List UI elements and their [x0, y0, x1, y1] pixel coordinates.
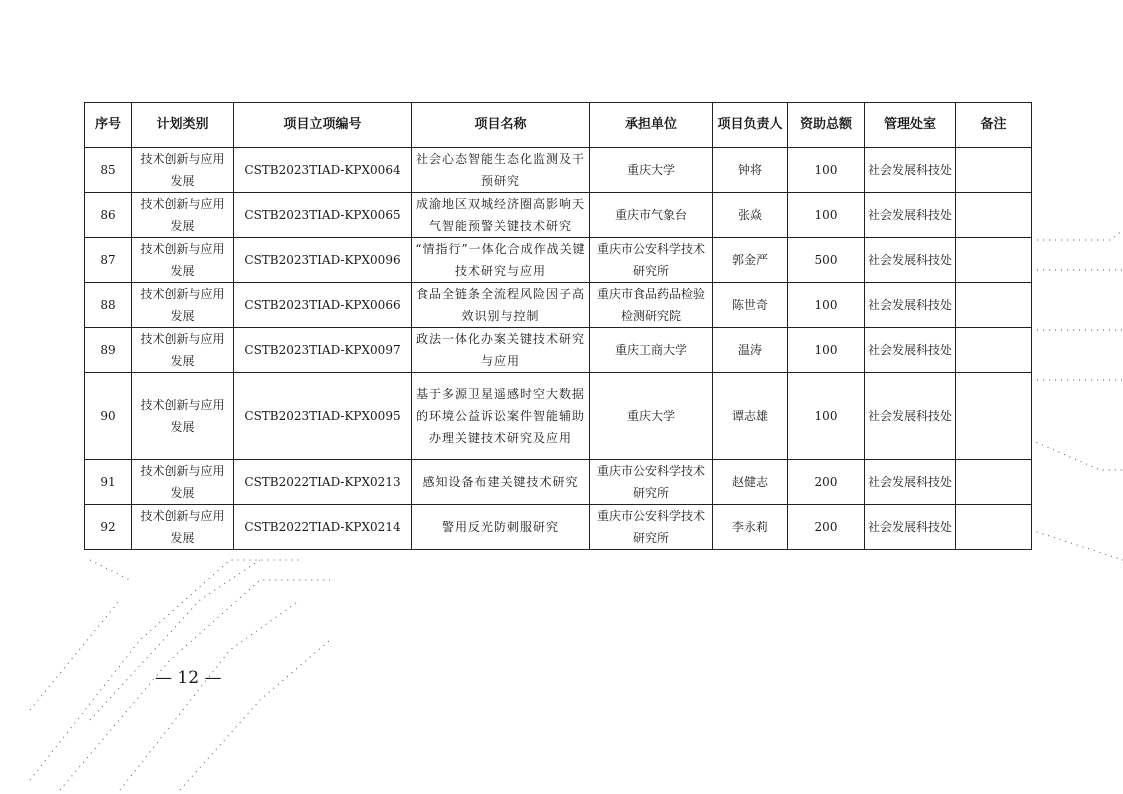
cell-leader: 钟将: [713, 148, 788, 193]
cell-category: 技术创新与应用发展: [132, 148, 234, 193]
cell-code: CSTB2023TIAD-KPX0095: [234, 373, 412, 460]
cell-no: 88: [85, 283, 132, 328]
cell-category: 技术创新与应用发展: [132, 193, 234, 238]
cell-unit: 重庆市气象台: [590, 193, 713, 238]
cell-leader: 张焱: [713, 193, 788, 238]
cell-name: 成渝地区双城经济圈高影响天气智能预警关键技术研究: [412, 193, 590, 238]
cell-leader: 李永莉: [713, 505, 788, 550]
cell-code: CSTB2023TIAD-KPX0064: [234, 148, 412, 193]
cell-code: CSTB2023TIAD-KPX0065: [234, 193, 412, 238]
cell-note: [956, 148, 1032, 193]
cell-category: 技术创新与应用发展: [132, 373, 234, 460]
cell-amount: 100: [788, 148, 865, 193]
cell-amount: 100: [788, 283, 865, 328]
header-amount: 资助总额: [788, 103, 865, 148]
cell-unit: 重庆大学: [590, 373, 713, 460]
cell-amount: 100: [788, 193, 865, 238]
header-office: 管理处室: [865, 103, 956, 148]
cell-amount: 100: [788, 373, 865, 460]
cell-leader: 赵健志: [713, 460, 788, 505]
cell-office: 社会发展科技处: [865, 283, 956, 328]
cell-office: 社会发展科技处: [865, 193, 956, 238]
page-number: — 12 —: [155, 668, 222, 688]
cell-code: CSTB2022TIAD-KPX0214: [234, 505, 412, 550]
cell-amount: 200: [788, 460, 865, 505]
cell-note: [956, 505, 1032, 550]
header-leader: 项目负责人: [713, 103, 788, 148]
cell-no: 90: [85, 373, 132, 460]
cell-no: 86: [85, 193, 132, 238]
cell-office: 社会发展科技处: [865, 238, 956, 283]
table-row: [85, 148, 1032, 193]
cell-name: 警用反光防刺服研究: [412, 505, 590, 550]
cell-note: [956, 283, 1032, 328]
cell-no: 89: [85, 328, 132, 373]
table-row: [85, 505, 1032, 550]
header-name: 项目名称: [412, 103, 590, 148]
header-no: 序号: [85, 103, 132, 148]
cell-name: 基于多源卫星遥感时空大数据的环境公益诉讼案件智能辅助办理关键技术研究及应用: [412, 373, 590, 460]
cell-no: 91: [85, 460, 132, 505]
cell-amount: 200: [788, 505, 865, 550]
header-category: 计划类别: [132, 103, 234, 148]
cell-office: 社会发展科技处: [865, 460, 956, 505]
cell-office: 社会发展科技处: [865, 148, 956, 193]
table-row: [85, 328, 1032, 373]
cell-code: CSTB2022TIAD-KPX0213: [234, 460, 412, 505]
cell-no: 92: [85, 505, 132, 550]
project-table: [84, 102, 1032, 550]
cell-note: [956, 373, 1032, 460]
cell-category: 技术创新与应用发展: [132, 460, 234, 505]
cell-leader: 陈世奇: [713, 283, 788, 328]
cell-code: CSTB2023TIAD-KPX0096: [234, 238, 412, 283]
cell-note: [956, 238, 1032, 283]
cell-category: 技术创新与应用发展: [132, 283, 234, 328]
cell-unit: 重庆市公安科学技术研究所: [590, 505, 713, 550]
cell-leader: 温涛: [713, 328, 788, 373]
cell-office: 社会发展科技处: [865, 505, 956, 550]
header-note: 备注: [956, 103, 1032, 148]
cell-name: 政法一体化办案关键技术研究与应用: [412, 328, 590, 373]
cell-name: 感知设备布建关键技术研究: [412, 460, 590, 505]
cell-name: “情指行”一体化合成作战关键技术研究与应用: [412, 238, 590, 283]
cell-no: 87: [85, 238, 132, 283]
cell-code: CSTB2023TIAD-KPX0066: [234, 283, 412, 328]
table-row: [85, 238, 1032, 283]
cell-unit: 重庆大学: [590, 148, 713, 193]
cell-unit: 重庆工商大学: [590, 328, 713, 373]
cell-category: 技术创新与应用发展: [132, 505, 234, 550]
table-row: [85, 373, 1032, 460]
cell-amount: 500: [788, 238, 865, 283]
cell-office: 社会发展科技处: [865, 328, 956, 373]
table-header-row: [85, 103, 1032, 148]
cell-unit: 重庆市食品药品检验检测研究院: [590, 283, 713, 328]
cell-name: 食品全链条全流程风险因子高效识别与控制: [412, 283, 590, 328]
cell-office: 社会发展科技处: [865, 373, 956, 460]
cell-code: CSTB2023TIAD-KPX0097: [234, 328, 412, 373]
header-code: 项目立项编号: [234, 103, 412, 148]
table-row: [85, 283, 1032, 328]
cell-note: [956, 460, 1032, 505]
table-row: [85, 193, 1032, 238]
cell-category: 技术创新与应用发展: [132, 328, 234, 373]
cell-name: 社会心态智能生态化监测及干预研究: [412, 148, 590, 193]
cell-no: 85: [85, 148, 132, 193]
cell-category: 技术创新与应用发展: [132, 238, 234, 283]
cell-note: [956, 193, 1032, 238]
cell-amount: 100: [788, 328, 865, 373]
cell-unit: 重庆市公安科学技术研究所: [590, 460, 713, 505]
table-row: [85, 460, 1032, 505]
cell-unit: 重庆市公安科学技术研究所: [590, 238, 713, 283]
header-unit: 承担单位: [590, 103, 713, 148]
cell-leader: 谭志雄: [713, 373, 788, 460]
cell-leader: 郭金严: [713, 238, 788, 283]
cell-note: [956, 328, 1032, 373]
